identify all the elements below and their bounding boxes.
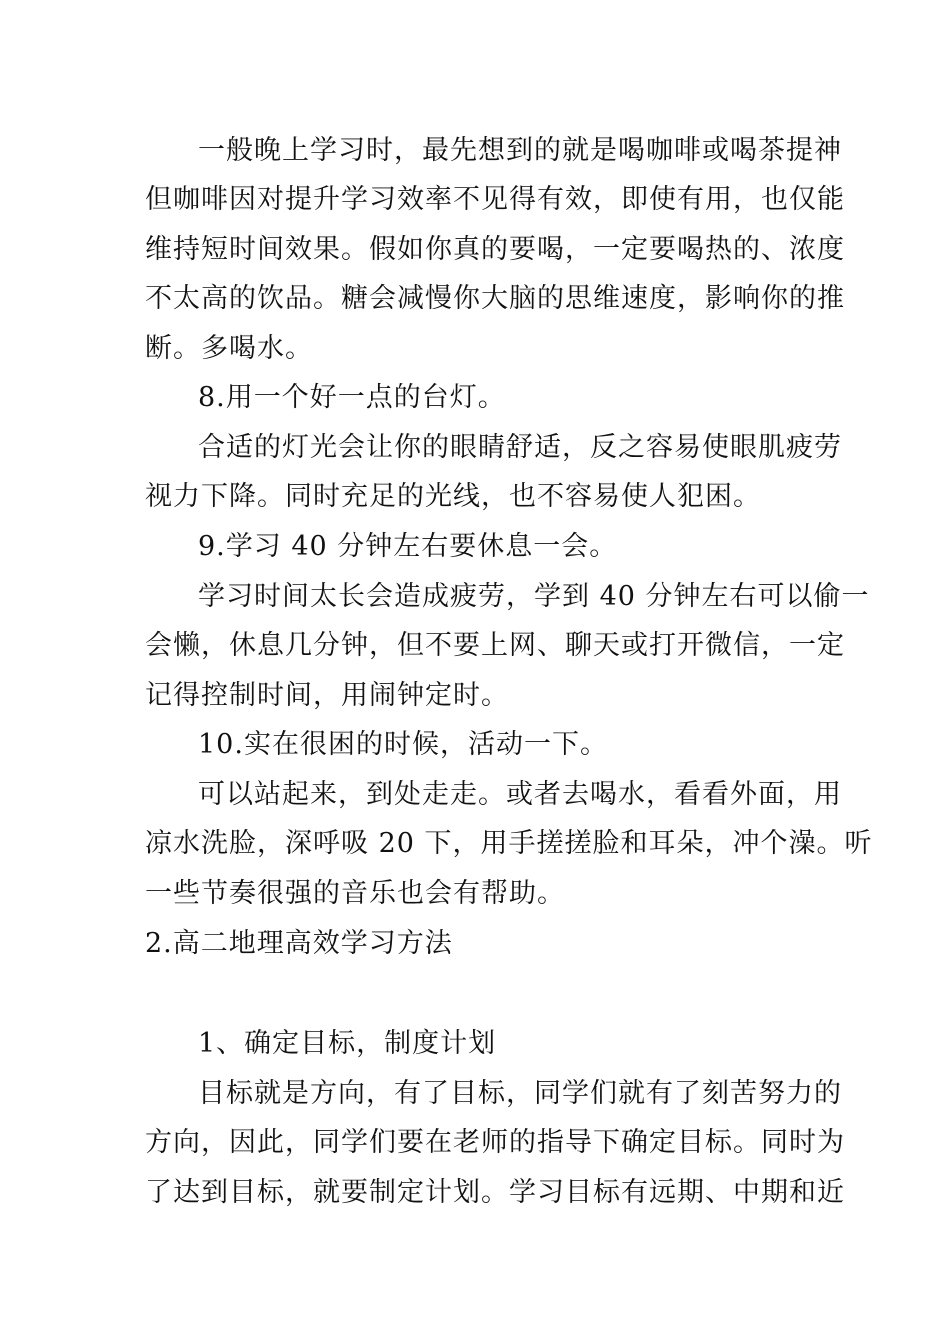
paragraph-line: 可以站起来，到处走走。或者去喝水，看看外面，用 [198,779,842,810]
paragraph-line: 视力下降。同时充足的光线，也不容易使人犯困。 [145,481,761,512]
paragraph-line: 学习时间太长会造成疲劳，学到 40 分钟左右可以偷一 [198,581,870,612]
paragraph-line: 记得控制时间，用闹钟定时。 [145,680,509,711]
paragraph-line: 会懒，休息几分钟，但不要上网、聊天或打开微信，一定 [145,630,845,661]
paragraph-line: 一些节奏很强的音乐也会有帮助。 [145,878,565,909]
list-item-heading: 9.学习 40 分钟左右要休息一会。 [198,531,618,562]
section-heading: 2.高二地理高效学习方法 [145,928,453,959]
list-item-heading: 10.实在很困的时候，活动一下。 [198,729,608,760]
paragraph-line: 断。多喝水。 [145,333,313,364]
list-item-heading: 8.用一个好一点的台灯。 [198,382,506,413]
paragraph-line: 但咖啡因对提升学习效率不见得有效，即使有用，也仅能 [145,184,845,215]
paragraph-line: 了达到目标，就要制定计划。学习目标有远期、中期和近 [145,1177,845,1208]
paragraph-line: 一般晚上学习时，最先想到的就是喝咖啡或喝茶提神 [198,135,842,166]
paragraph-line: 方向，因此，同学们要在老师的指导下确定目标。同时为 [145,1127,845,1158]
paragraph-line: 目标就是方向，有了目标，同学们就有了刻苦努力的 [198,1078,842,1109]
paragraph-line: 凉水洗脸，深呼吸 20 下，用手搓搓脸和耳朵，冲个澡。听 [145,828,873,859]
paragraph-line: 维持短时间效果。假如你真的要喝，一定要喝热的、浓度 [145,234,845,265]
paragraph-line: 不太高的饮品。糖会减慢你大脑的思维速度，影响你的推 [145,283,845,314]
subsection-heading: 1、确定目标，制度计划 [198,1028,497,1059]
paragraph-line: 合适的灯光会让你的眼睛舒适，反之容易使眼肌疲劳 [198,432,842,463]
